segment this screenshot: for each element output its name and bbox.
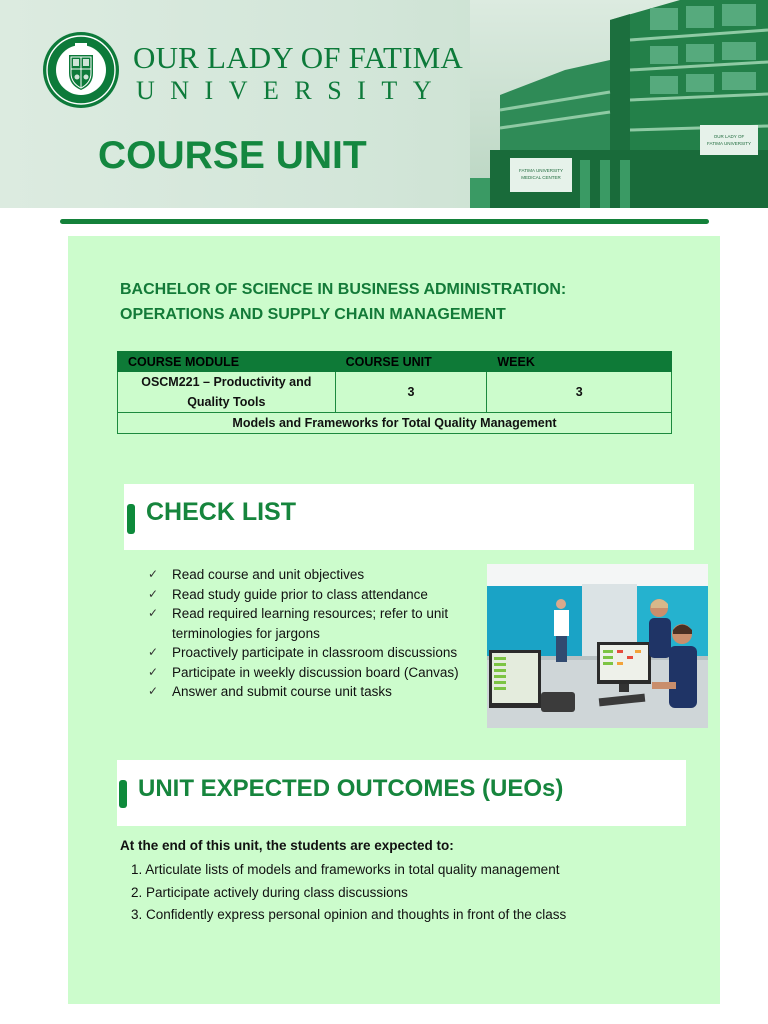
outcomes-intro: At the end of this unit, the students are expected to:	[120, 838, 454, 853]
list-item	[148, 565, 477, 585]
list-item: 1. Articulate lists of models and frameworks in total quality management	[131, 862, 560, 877]
university-name: OUR LADY OF FATIMA	[133, 40, 463, 75]
checklist-item-text: Proactively participate in classroom discussions	[172, 645, 458, 660]
svg-text:MEDICAL CENTER: MEDICAL CENTER	[521, 175, 561, 180]
list-item: 3. Confidently express personal opinion and thoughts in front of the class	[131, 907, 567, 922]
checklist-accent-bar	[127, 504, 135, 534]
list-item	[148, 585, 477, 605]
course-module-cell: OSCM221 – Productivity and Quality Tools	[118, 372, 336, 413]
outcomes-banner	[117, 760, 686, 826]
svg-text:FATIMA UNIVERSITY: FATIMA UNIVERSITY	[519, 168, 563, 173]
checklist-item-text: Read course and unit objectives	[172, 567, 365, 582]
list-item	[148, 643, 477, 663]
svg-text:FATIMA UNIVERSITY: FATIMA UNIVERSITY	[707, 141, 751, 146]
check-mark-icon: ✓	[148, 684, 159, 698]
list-item	[148, 604, 477, 643]
program-title	[120, 277, 566, 327]
checklist-item-text: Participate in weekly discussion board (Canvas)	[172, 664, 459, 680]
table-header-row	[118, 352, 672, 372]
check-mark-icon: ✓	[148, 664, 159, 679]
outcomes-list	[131, 859, 566, 927]
unit-topic-cell: Models and Frameworks for Total Quality Management	[118, 413, 672, 434]
program-title-line1: BACHELOR OF SCIENCE IN BUSINESS ADMINISTRATION:	[120, 281, 567, 298]
checklist-item-text: Read study guide prior to class attendance	[172, 586, 428, 602]
table-row	[118, 413, 672, 434]
checklist-item-text: Answer and submit course unit tasks	[172, 684, 392, 699]
course-unit-cell: 3	[335, 372, 487, 413]
course-info-table	[117, 351, 672, 434]
checklist-banner	[124, 484, 694, 550]
program-title-line2: OPERATIONS AND SUPPLY CHAIN MANAGEMENT	[120, 306, 506, 323]
week-cell: 3	[487, 372, 672, 413]
check-mark-icon: ✓	[148, 567, 159, 581]
checklist	[148, 565, 477, 702]
university-building-image	[470, 0, 768, 208]
header-divider	[60, 219, 709, 224]
outcomes-heading: UNIT EXPECTED OUTCOMES (UEOs)	[138, 775, 564, 802]
university-seal-icon	[42, 31, 120, 109]
list-item	[148, 682, 477, 702]
header-week: WEEK	[487, 352, 672, 372]
university-subtitle: UNIVERSITY	[136, 76, 447, 105]
checklist-item-text: Read required learning resources; refer to unit terminologies for jargons	[172, 606, 449, 641]
svg-text:OUR LADY OF: OUR LADY OF	[713, 134, 745, 139]
table-row	[118, 372, 672, 413]
header-course-unit: COURSE UNIT	[335, 352, 487, 372]
document-title: COURSE UNIT	[98, 134, 367, 177]
list-item	[148, 663, 477, 683]
list-item: 2. Participate actively during class discussions	[131, 884, 408, 900]
header-course-module: COURSE MODULE	[118, 352, 336, 372]
checklist-heading: CHECK LIST	[146, 498, 296, 526]
check-mark-icon: ✓	[148, 645, 159, 659]
page-header	[0, 0, 768, 208]
outcomes-accent-bar	[119, 780, 127, 808]
check-mark-icon: ✓	[148, 586, 159, 601]
hospital-workstation-photo	[487, 564, 708, 728]
check-mark-icon: ✓	[148, 606, 159, 620]
